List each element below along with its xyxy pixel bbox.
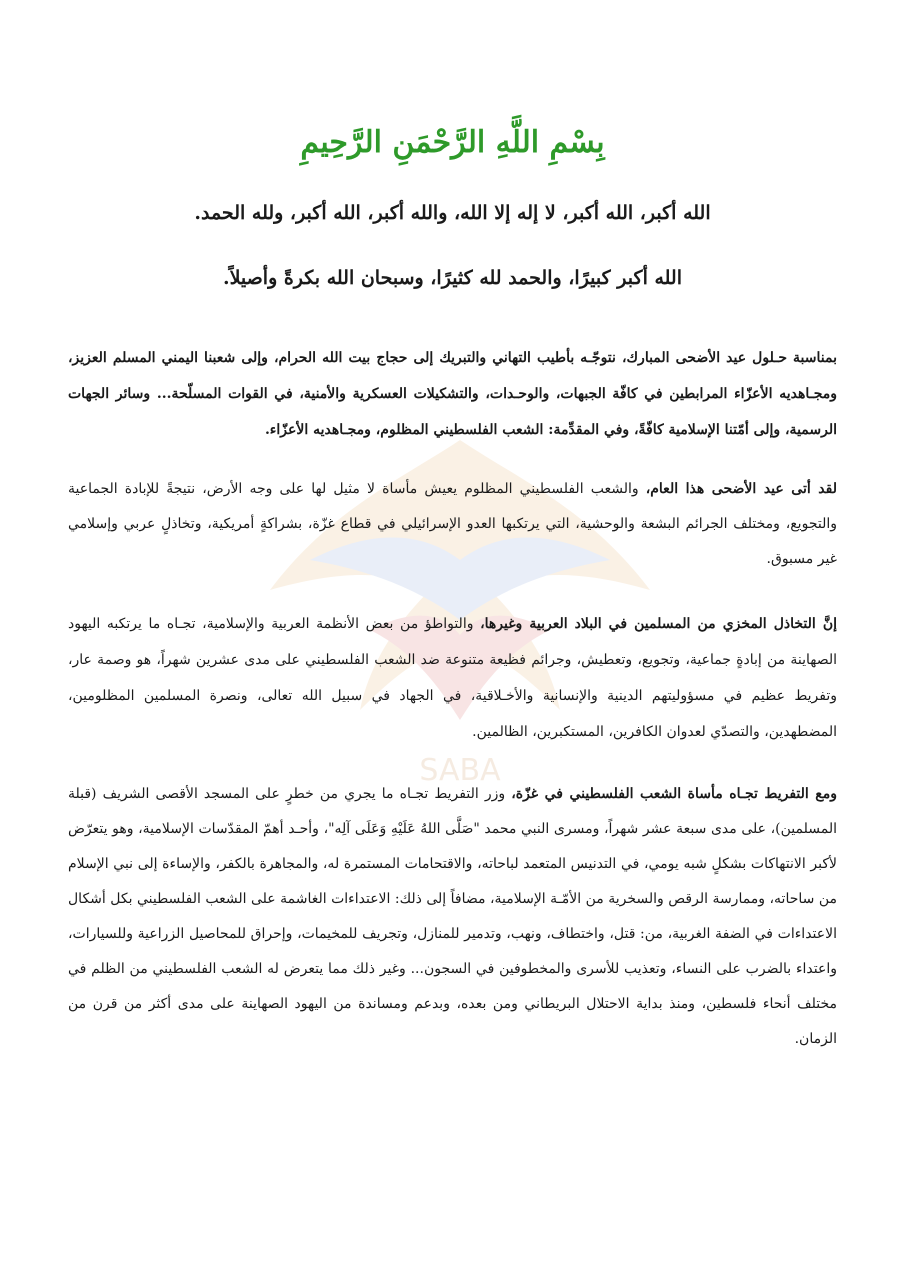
paragraph-text: والشعب الفلسطيني المظلوم يعيش مأساة لا مثيل لها على وجه الأرض، نتيجةً للإبادة الجماعية والتجويع، ومختلف الجرائم البشعة والوحشية، التي يرتكبها العدو الإسرائيلي في قطاع غزّة، بشراكةٍ أمريكية، وتخاذلٍ عربي وإسلامي غير مسبوق.: [68, 481, 837, 567]
takbir-line-1: الله أكبر، الله أكبر، لا إله إلا الله، والله أكبر، الله أكبر، ولله الحمد.: [194, 202, 711, 224]
paragraph-muslim-inaction: [68, 606, 837, 750]
paragraph-lead: إنَّ التخاذل المخزي من المسلمين في البلاد العربية وغيرها،: [480, 616, 838, 632]
paragraph-lead: ومع التفريط تجـاه مأساة الشعب الفلسطيني في غزّة،: [511, 786, 838, 802]
bismillah-heading: بِسْمِ اللَّهِ الرَّحْمَنِ الرَّحِيمِ: [300, 125, 605, 160]
paragraph-eid-this-year: [68, 472, 837, 577]
paragraph-eid-greeting: [68, 340, 837, 448]
paragraph-aqsa: [68, 777, 837, 1057]
watermark-text: SABA: [419, 753, 501, 788]
paragraph-text: والتواطؤ من بعض الأنظمة العربية والإسلامية، تجـاه ما يرتكبه اليهود الصهاينة من إبادةٍ جماعية، وتجويع، وتعطيش، وجرائم فظيعة متنوعة ضد الشعب الفلسطيني على مدى عشرين شهراً، هو وصمة عار، وتفريط عظيم في مسؤوليتهم الدينية والإنسانية والأخـلاقية، في الجهاد في سبيل الله تعالى، ونصرة المسلمين المظلومين، المضطهدين، والتصدّي لعدوان الكافرين، المستكبرين، الظالمين.: [68, 616, 837, 740]
paragraph-lead: لقد أتى عيد الأضحى هذا العام،: [645, 481, 837, 497]
takbir-line-2: الله أكبر كبيرًا، والحمد لله كثيرًا، وسبحان الله بكرةً وأصيلاً.: [222, 267, 683, 289]
paragraph-text: بمناسبة حـلول عيد الأضحى المبارك، نتوجّـه بأطيب التهاني والتبريك إلى حجاج بيت الله الحرام، وإلى شعبنا اليمني المسلم العزيز، ومجـاهديه الأعزّاء المرابطين في كافّة الجبهات، والوحـدات، والتشكيلات العسكرية والأمنية، في القوات المسلّحة... وسائر الجهات الرسمية، وإلى أمّتنا الإسلامية كافّةً، وفي المقدِّمة: الشعب الفلسطيني المظلوم، ومجـاهديه الأعزّاء.: [68, 350, 838, 438]
paragraph-text: وزر التفريط تجـاه ما يجري من خطرٍ على المسجد الأقصى الشريف (قبلة المسلمين)، على مدى سبعة عشر شهراً، ومسرى النبي محمد "صَلَّى اللهُ عَلَيْهِ وَعَلَى آلِه"، وأحـد أهمّ المقدّسات الإسلامية، وهو يتعرّض لأكبر الانتهاكات بشكلٍ شبه يومي، في التدنيس المتعمد لباحاته، والاقتحامات المستمرة له، والمجاهرة بالكفر، والإساءة إلى نبي الإسلام من ساحاته، وممارسة الرقص والسخرية من الأمّـة الإسلامية، مضافاً إلى ذلك: الاعتداءات الغاشمة على الشعب الفلسطيني بكل أشكال الاعتداءات في الضفة الغربية، من: قتل، واختطاف، ونهب، وتدمير للمنازل، وتجريف للمخيمات، وإحراق للمحاصيل الزراعية وللسيارات، واعتداء بالضرب على النساء، وتعذيب للأسرى والمخطوفين في السجون... وغير ذلك مما يتعرض له الشعب الفلسطيني من الظلم في مختلف أنحاء فلسطين، ومنذ بداية الاحتلال البريطاني ومن بعده، وبدعم ومساندة من اليهود الصهاينة على مدى أكثر من قرن من الزمان.: [68, 786, 837, 1047]
